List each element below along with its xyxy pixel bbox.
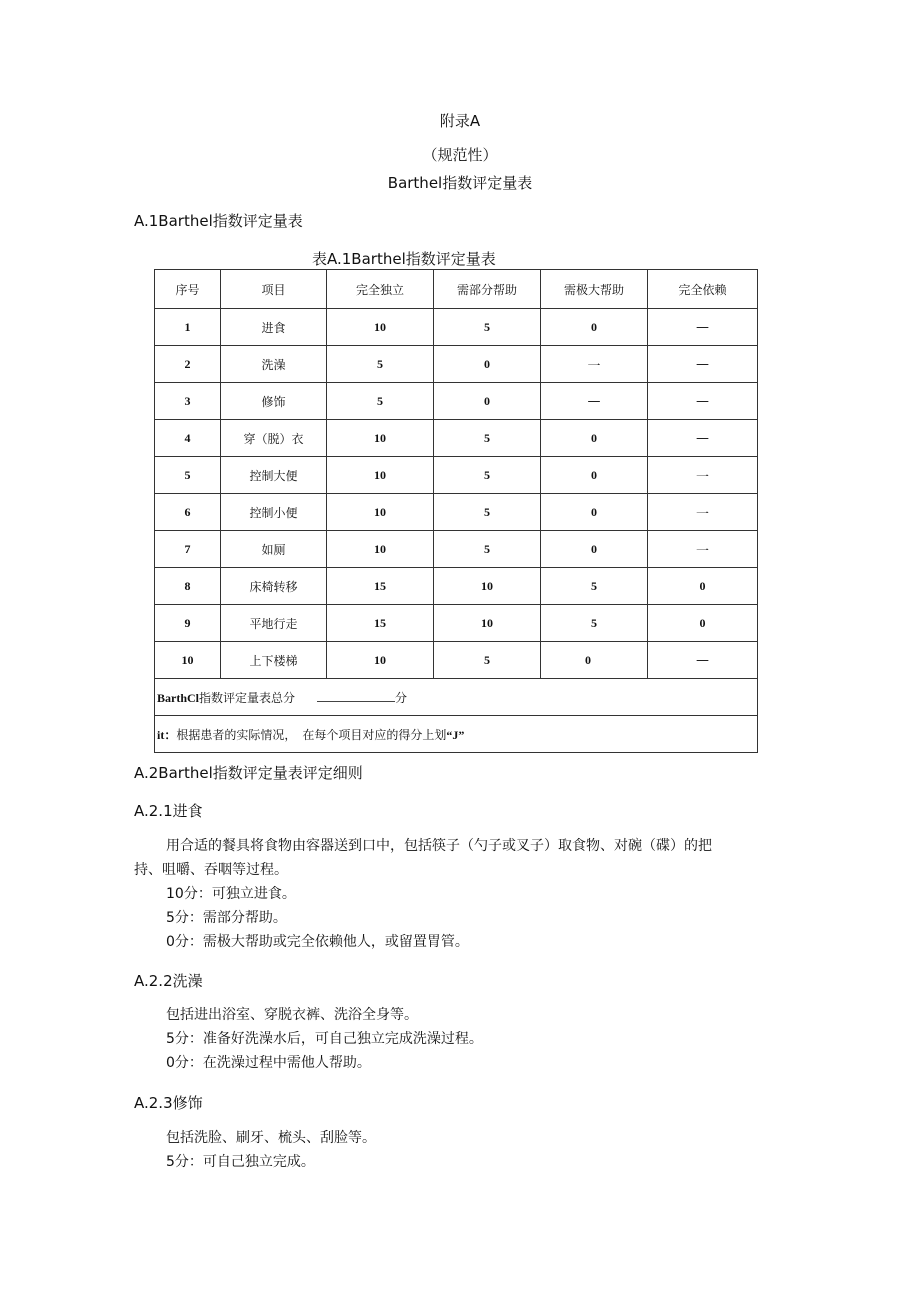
note-cell [155,716,758,753]
table-row [155,494,758,531]
a23-score-5: 5分：可自己独立完成。 [166,1154,315,1170]
cell-major-help: — [541,383,648,420]
normative-label: （规范性） [422,146,498,164]
cell-independent: 10 [327,531,434,568]
table-caption: 表A.1Barthel指数评定量表 [312,250,496,268]
cell-item: 控制小便 [221,494,327,531]
cell-index: 2 [155,346,221,383]
cell-index: 5 [155,457,221,494]
cell-partial-help: 10 [434,568,541,605]
cell-partial-help: 5 [434,494,541,531]
cell-major-help: 0 [541,531,648,568]
cell-index: 9 [155,605,221,642]
col-header-index: 序号 [155,270,221,309]
a23-desc: 包括洗脸、刷牙、梳头、刮脸等。 [166,1130,376,1146]
total-prefix: BarthCl [157,690,199,705]
appendix-title: 附录A [439,112,481,130]
table-row [155,605,758,642]
cell-independent: 10 [327,642,434,679]
cell-item: 进食 [221,309,327,346]
table-header-row [155,270,758,309]
section-a2-heading: A.2Barthel指数评定量表评定细则 [134,764,363,782]
cell-dependent: 0 [648,568,758,605]
a21-score-0: 0分：需极大帮助或完全依赖他人，或留置胃管。 [166,934,469,950]
cell-item: 床椅转移 [221,568,327,605]
total-label: 指数评定量表总分 [199,690,296,705]
cell-major-help: 0 [541,642,648,679]
a22-desc: 包括进出浴室、穿脱衣裤、洗浴全身等。 [166,1007,418,1023]
cell-independent: 15 [327,568,434,605]
a21-score-5: 5分：需部分帮助。 [166,910,287,926]
cell-index: 6 [155,494,221,531]
cell-item: 修饰 [221,383,327,420]
table-row [155,568,758,605]
cell-item: 控制大便 [221,457,327,494]
cell-index: 4 [155,420,221,457]
total-blank-line [317,692,395,702]
col-header-major-help: 需极大帮助 [541,270,648,309]
cell-index: 3 [155,383,221,420]
cell-independent: 10 [327,420,434,457]
cell-index: 10 [155,642,221,679]
cell-dependent: 一 [648,531,758,568]
table-row [155,309,758,346]
cell-independent: 10 [327,309,434,346]
cell-dependent: — [648,642,758,679]
cell-independent: 10 [327,457,434,494]
cell-item: 平地行走 [221,605,327,642]
table-row [155,346,758,383]
col-header-dependent: 完全依赖 [648,270,758,309]
table-row [155,457,758,494]
cell-index: 1 [155,309,221,346]
cell-item: 如厕 [221,531,327,568]
cell-partial-help: 5 [434,642,541,679]
total-unit: 分 [395,690,408,705]
cell-major-help: 0 [541,309,648,346]
section-a22-heading: A.2.2洗澡 [134,972,203,990]
table-row [155,642,758,679]
cell-dependent: 一 [648,457,758,494]
cell-dependent: — [648,420,758,457]
table-note-row [155,716,758,753]
cell-independent: 5 [327,346,434,383]
a22-score-5: 5分：准备好洗澡水后，可自己独立完成洗澡过程。 [166,1031,483,1047]
cell-index: 8 [155,568,221,605]
cell-independent: 5 [327,383,434,420]
col-header-partial-help: 需部分帮助 [434,270,541,309]
section-a21-heading: A.2.1进食 [134,802,203,820]
cell-dependent: — [648,383,758,420]
cell-item: 洗澡 [221,346,327,383]
cell-partial-help: 5 [434,457,541,494]
cell-dependent: — [648,346,758,383]
cell-dependent: — [648,309,758,346]
cell-dependent: 0 [648,605,758,642]
cell-partial-help: 0 [434,383,541,420]
table-row [155,531,758,568]
document-title: Barthel指数评定量表 [387,174,533,192]
col-header-item: 项目 [221,270,327,309]
cell-major-help: 一 [541,346,648,383]
note-text: 根据患者的实际情况， 在每个项目对应的得分上划 [176,727,447,742]
cell-partial-help: 5 [434,309,541,346]
a21-desc-line2: 持、咀嚼、吞咽等过程。 [134,862,288,878]
cell-item: 上下楼梯 [221,642,327,679]
a21-desc-line1: 用合适的餐具将食物由容器送到口中，包括筷子（勺子或叉子）取食物、对碗（碟）的把 [166,838,712,854]
cell-dependent: 一 [648,494,758,531]
col-header-independent: 完全独立 [327,270,434,309]
cell-partial-help: 5 [434,531,541,568]
cell-partial-help: 10 [434,605,541,642]
cell-partial-help: 5 [434,420,541,457]
cell-partial-help: 0 [434,346,541,383]
a21-score-10: 10分：可独立进食。 [166,886,296,902]
total-score-cell [155,679,758,716]
section-a23-heading: A.2.3修饰 [134,1094,203,1112]
cell-major-help: 0 [541,420,648,457]
section-a1-heading: A.1Barthel指数评定量表 [134,212,303,230]
cell-major-help: 5 [541,605,648,642]
cell-major-help: 5 [541,568,648,605]
table-total-row [155,679,758,716]
cell-major-help: 0 [541,494,648,531]
a22-score-0: 0分：在洗澡过程中需他人帮助。 [166,1055,371,1071]
cell-index: 7 [155,531,221,568]
note-prefix: it： [157,727,177,742]
table-row [155,420,758,457]
cell-major-help: 0 [541,457,648,494]
table-row [155,383,758,420]
cell-item: 穿（脱）衣 [221,420,327,457]
cell-independent: 15 [327,605,434,642]
note-mark: “J” [446,727,465,742]
cell-independent: 10 [327,494,434,531]
barthel-table [154,269,758,753]
